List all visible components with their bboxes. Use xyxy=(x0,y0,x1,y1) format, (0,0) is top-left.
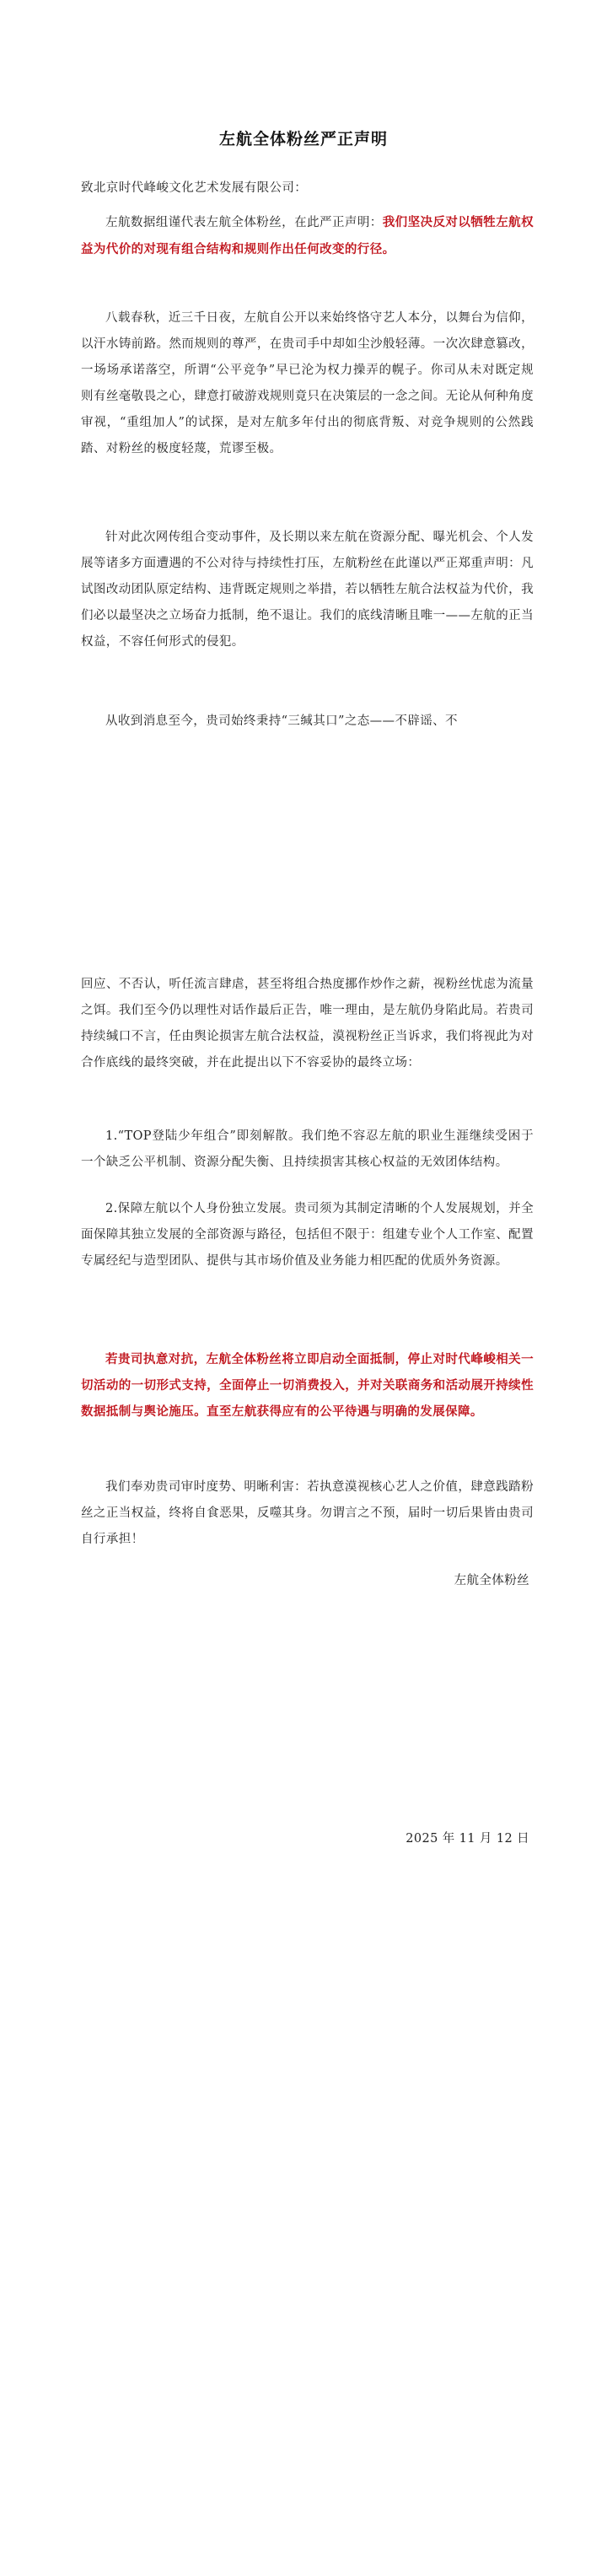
opening-text: 左航数据组谨代表左航全体粉丝，在此严正声明： xyxy=(105,216,383,229)
boycott-warning: 若贵司执意对抗，左航全体粉丝将立即启动全面抵制，停止对时代峰峻相关一切活动的一切形式支持，全面停止一切消费投入，并对关联商务和活动展开持续性数据抵制与舆论施压。直至左航获得应有的公平待遇与明确的发展保障。 xyxy=(81,1352,534,1419)
paragraph-history: 八载春秋，近三千日夜，左航自公开以来始终恪守艺人本分，以舞台为信仰，以汗水铸前路。然而规则的尊严，在贵司手中却如尘沙般轻薄。一次次肆意篡改，一场场承诺落空，所谓“公平竞争”早已沦为权力操弄的幌子。你司从未对既定规则有丝毫敬畏之心，肆意打破游戏规则竟只在决策层的一念之间。无论从何种角度审视，“重组加人”的试探，是对左航多年付出的彻底背叛、对竞争规则的公然践踏、对粉丝的极度轻蔑，荒谬至极。 xyxy=(81,311,534,455)
signature: 左航全体粉丝 xyxy=(454,1574,529,1587)
paragraph-silence-start: 从收到消息至今，贵司始终秉持“三缄其口”之态——不辟谣、不 xyxy=(105,714,458,728)
demand-item-1: 1.“TOP登陆少年组合”即刻解散。我们绝不容忍左航的职业生涯继续受困于一个缺乏公平机制、资源分配失衡、且持续损害其核心权益的无效团体结构。 xyxy=(81,1129,534,1169)
demand-item-2: 2.保障左航以个人身份独立发展。贵司须为其制定清晰的个人发展规划，并全面保障其独立发展的全部资源与路径，包括但不限于：组建专业个人工作室、配置专属经纪与造型团队、提供与其市场价值及业务能力相匹配的优质外务资源。 xyxy=(81,1202,534,1268)
salutation: 致北京时代峰峻文化艺术发展有限公司： xyxy=(81,181,308,195)
paragraph-declaration: 针对此次网传组合变动事件，及长期以来左航在资源分配、曝光机会、个人发展等诸多方面遭遇的不公对待与持续性打压，左航粉丝在此谨以严正郑重声明：凡试图改动团队原定结构、违背既定规则之举措，若以牺牲左航合法权益为代价，我们必以最坚决之立场奋力抵制，绝不退让。我们的底线清晰且唯一——左航的正当权益，不容任何形式的侵犯。 xyxy=(81,531,534,649)
page-title: 左航全体粉丝严正声明 xyxy=(218,130,388,148)
opening-paragraph xyxy=(81,209,534,263)
paragraph-silence-continued: 回应、不否认，听任流言肆虐，甚至将组合热度挪作炒作之薪，视粉丝忧虑为流量之饵。我们至今仍以理性对话作最后正告，唯一理由，是左航仍身陷此局。若贵司持续缄口不言，任由舆论损害左航合法权益，漠视粉丝正当诉求，我们将视此为对合作底线的最终突破，并在此提出以下不容妥协的最终立场： xyxy=(81,978,534,1070)
opening-emphasis: 我们坚决反对以牺牲左航权益为代价的对现有组合结构和规则作出任何改变的行径。 xyxy=(81,215,534,256)
closing-paragraph: 我们奉劝贵司审时度势、明晰利害：若执意漠视核心艺人之价值，肆意践踏粉丝之正当权益，终将自食恶果，反噬其身。勿谓言之不预，届时一切后果皆由贵司自行承担！ xyxy=(81,1480,534,1546)
date: 2025 年 11 月 12 日 xyxy=(406,1832,529,1846)
